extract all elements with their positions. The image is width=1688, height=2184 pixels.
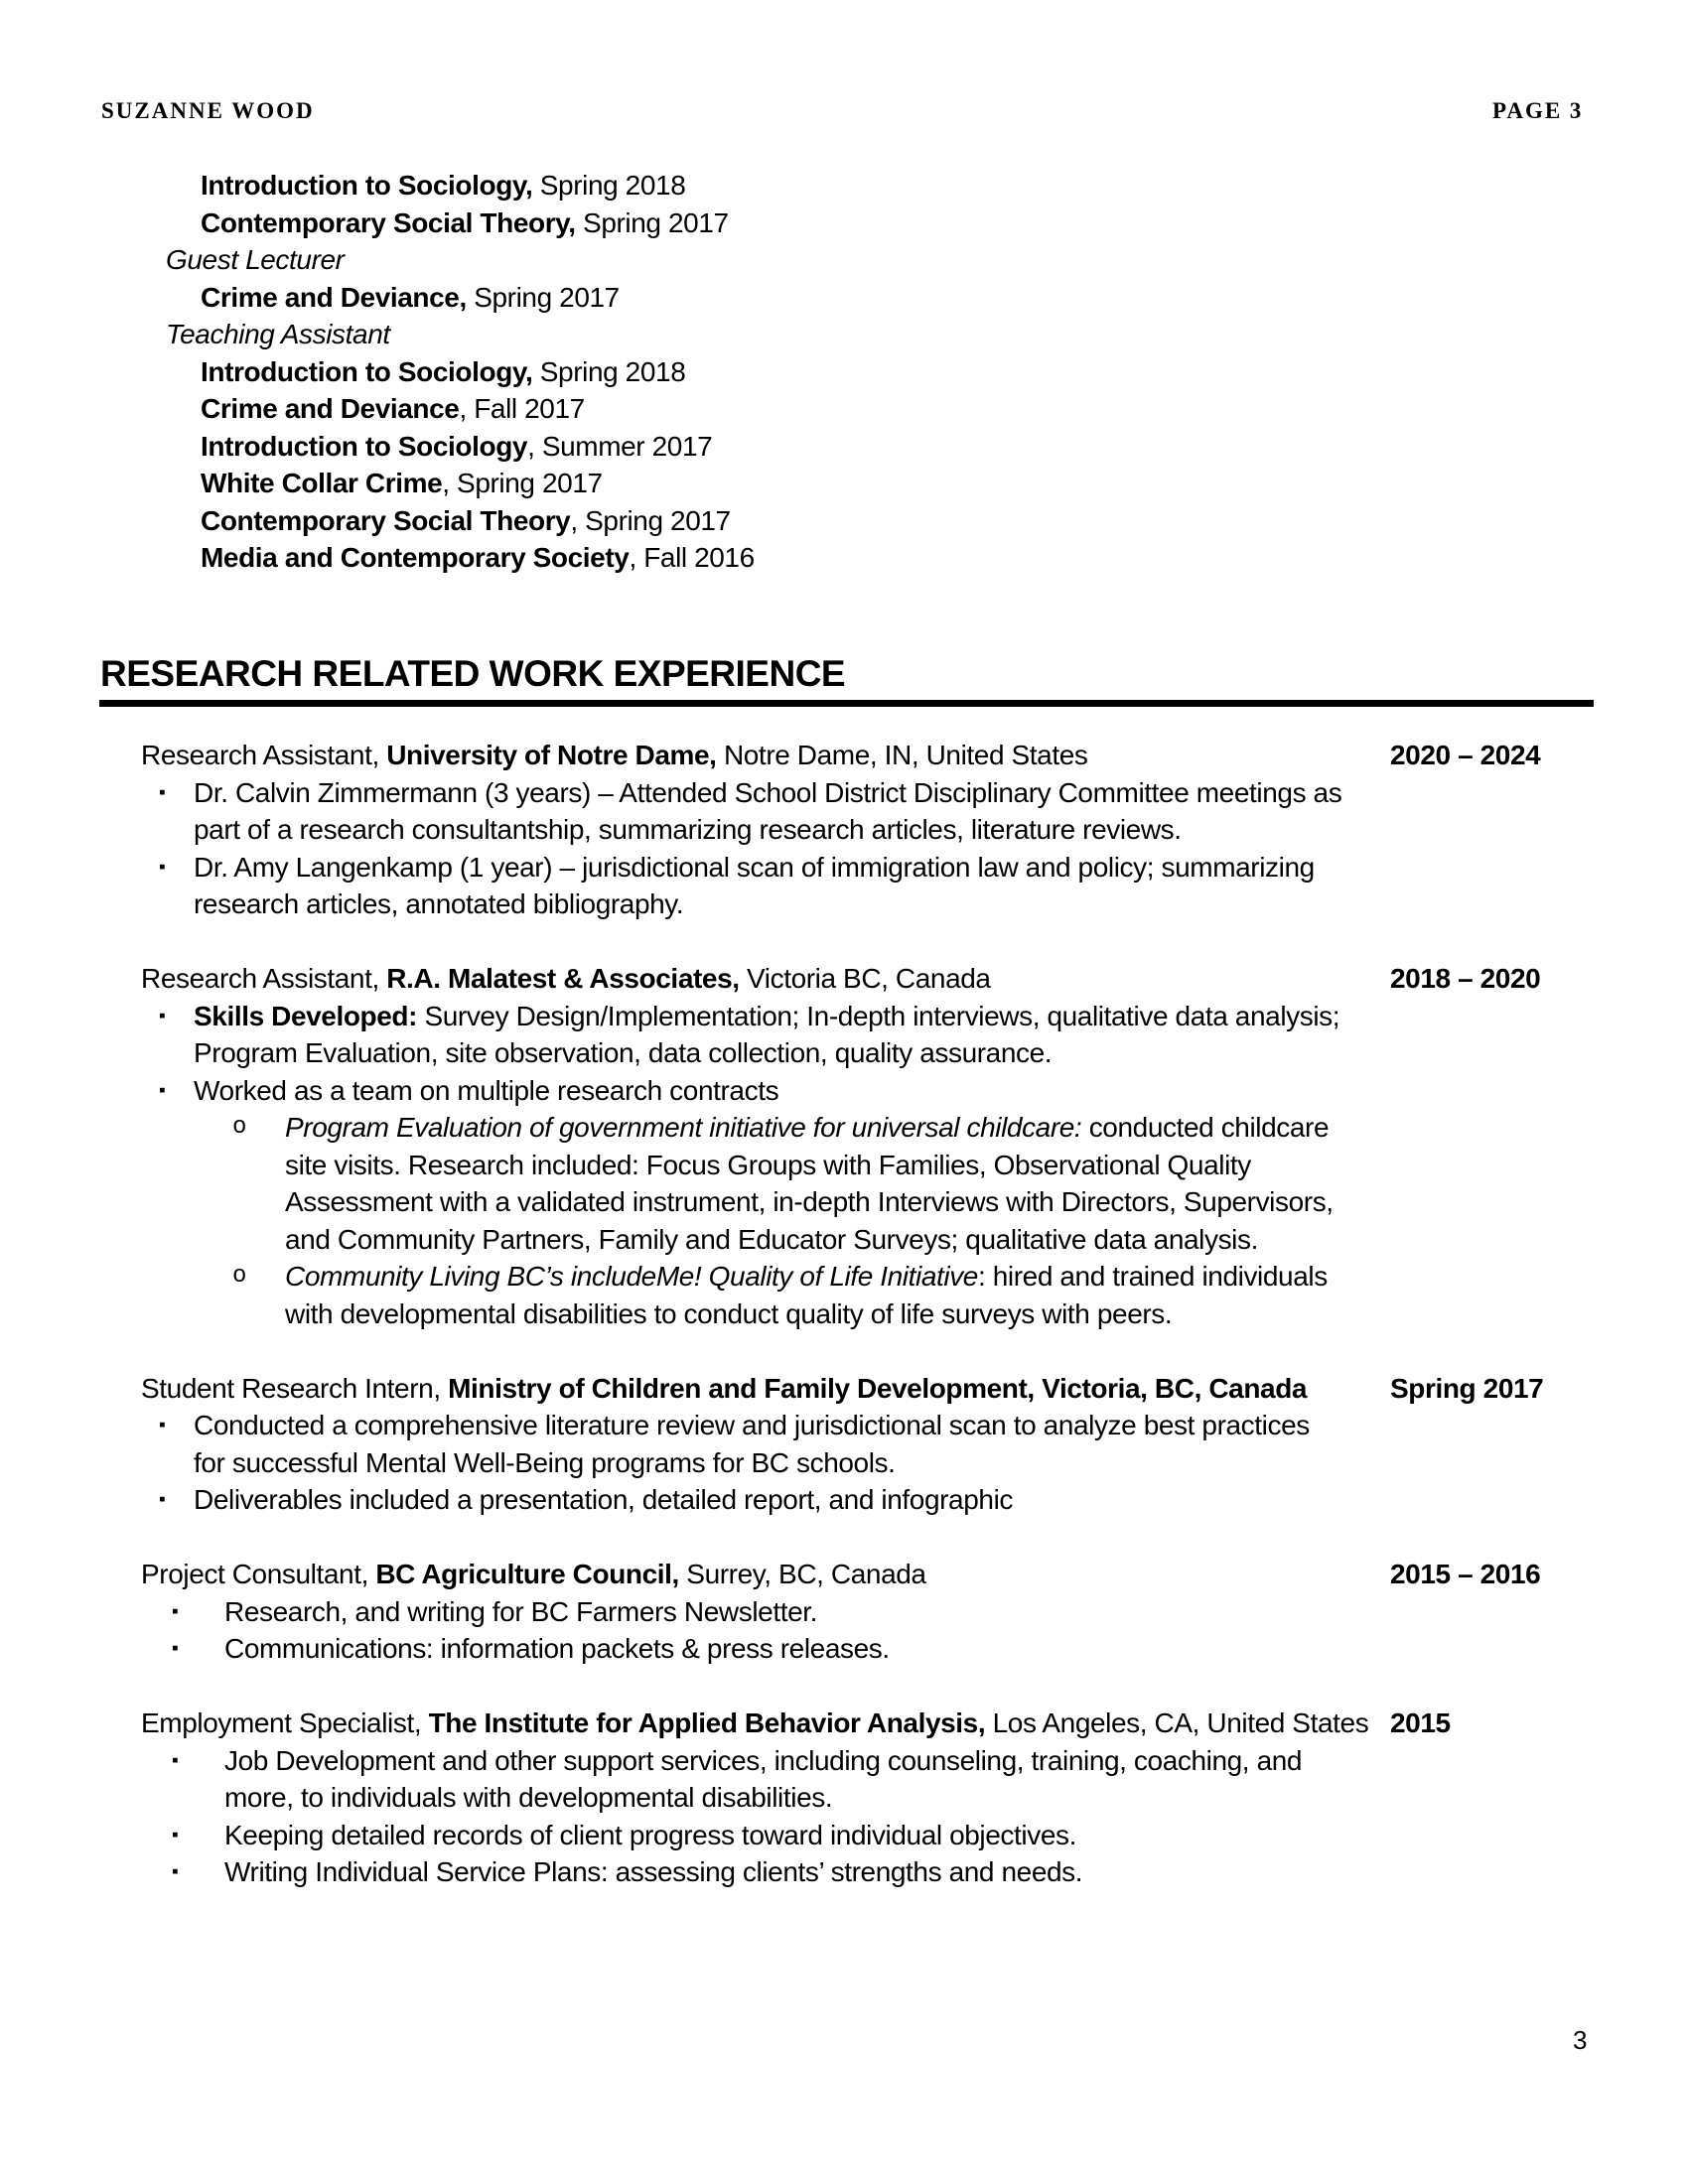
bullet-text-line (0, 1183, 1688, 1221)
teaching-course-line (0, 465, 1688, 502)
bullet-marker: ▪ (172, 1824, 179, 1845)
bullet-marker: ▪ (172, 1749, 179, 1771)
entry-date: 2015 – 2016 (1390, 1559, 1541, 1589)
text-run: Guest Lecturer (166, 244, 345, 275)
entry-title (0, 1556, 1688, 1593)
text-run: with developmental disabilities to conduct quality of life surveys with peers. (285, 1297, 1173, 1329)
text-run: Research Assistant, (141, 740, 387, 770)
bullet-text-line (0, 1630, 1688, 1668)
bullet-text-line (0, 1147, 1688, 1184)
bullet-text-line (0, 849, 1688, 887)
teaching-course-line (0, 502, 1688, 540)
bullet-item (0, 1817, 1688, 1854)
text-run: Deliverables included a presentation, detailed report, and infographic (194, 1484, 1013, 1515)
text-run: Worked as a team on multiple research contracts (194, 1074, 779, 1106)
text-run: Introduction to Sociology, (201, 355, 533, 387)
sub-bullet-marker: o (232, 1114, 247, 1141)
text-run: Writing Individual Service Plans: assessing clients’ strengths and needs. (224, 1856, 1083, 1887)
experience-entry (0, 1705, 1688, 1891)
teaching-course-line (0, 279, 1688, 317)
bullet-marker: ▪ (172, 1638, 179, 1659)
bullet-text-line (0, 998, 1688, 1035)
text-run: Spring 2017 (575, 206, 729, 238)
text-run: part of a research consultantship, summarizing research articles, literature reviews. (194, 814, 1182, 845)
teaching-role-line (0, 241, 1688, 279)
bullet-text-line (0, 1444, 1688, 1482)
bullet-text-line (0, 774, 1688, 812)
teaching-course-line (0, 539, 1688, 577)
text-run: Teaching Assistant (166, 319, 390, 349)
text-run: Survey Design/Implementation; In-depth interviews, qualitative data analysis; (417, 1000, 1340, 1031)
bullet-text-line (0, 1109, 1688, 1147)
bullet-marker: ▪ (159, 1079, 166, 1101)
document-header-page-label: PAGE 3 (1492, 98, 1584, 123)
entry-title (0, 960, 1688, 998)
text-run: Victoria BC, Canada (739, 963, 991, 994)
text-run: Communications: information packets & press releases. (224, 1633, 890, 1664)
text-run: Keeping detailed records of client progress toward individual objectives. (224, 1819, 1076, 1850)
text-run: University of Notre Dame, (386, 740, 717, 770)
text-run: Introduction to Sociology, (201, 170, 533, 201)
text-run: Research Assistant, (141, 963, 387, 994)
bullet-item (0, 1481, 1688, 1519)
entry-title (0, 1705, 1688, 1742)
teaching-courses-list (0, 167, 1688, 577)
bullet-marker: ▪ (172, 1600, 179, 1622)
text-run: Spring 2017 (466, 281, 620, 313)
text-run: Spring 2018 (532, 170, 686, 201)
entry-title (0, 737, 1688, 774)
experience-entry (0, 737, 1688, 923)
work-experience-entries (0, 737, 1688, 1928)
bullet-marker: ▪ (172, 1861, 179, 1882)
text-run: Assessment with a validated instrument, in-depth Interviews with Directors, Supervisors, (285, 1186, 1334, 1217)
bullet-text-line (0, 1481, 1688, 1519)
text-run: BC Agriculture Council, (375, 1559, 679, 1589)
text-run: Dr. Amy Langenkamp (1 year) – jurisdictional scan of immigration law and policy; summarizing (194, 851, 1315, 883)
teaching-course-line (0, 428, 1688, 466)
text-run: R.A. Malatest & Associates, (386, 963, 740, 994)
teaching-course-line (0, 205, 1688, 242)
entry-date: 2015 (1390, 1707, 1451, 1738)
footer-page-number: 3 (1573, 2025, 1588, 2055)
text-run: Student Research Intern, (141, 1372, 449, 1404)
bullet-text-line (0, 1593, 1688, 1631)
text-run: Crime and Deviance (201, 393, 460, 424)
bullet-item (0, 1593, 1688, 1631)
entry-date: 2020 – 2024 (1390, 740, 1541, 770)
teaching-course-line (0, 390, 1688, 428)
bullet-item (0, 1742, 1688, 1817)
sub-bullet-item (0, 1109, 1688, 1258)
bullet-marker: ▪ (159, 781, 166, 803)
bullet-text-line (0, 1742, 1688, 1780)
bullet-text-line (0, 1034, 1688, 1072)
bullet-item (0, 998, 1688, 1072)
text-run: conducted childcare (1081, 1112, 1330, 1143)
bullet-text-line (0, 1817, 1688, 1854)
bullet-text-line (0, 1296, 1688, 1333)
teaching-course-line (0, 167, 1688, 205)
text-run: Los Angeles, CA, United States (985, 1707, 1369, 1738)
bullet-marker: ▪ (159, 1005, 166, 1026)
bullet-text-line (0, 886, 1688, 923)
bullet-marker: ▪ (159, 1489, 166, 1510)
section-heading: RESEARCH RELATED WORK EXPERIENCE (100, 653, 846, 694)
bullet-text-line (0, 1779, 1688, 1817)
sub-bullet-marker: o (232, 1263, 247, 1290)
bullet-text-line (0, 1072, 1688, 1110)
text-run: Spring 2018 (532, 355, 686, 387)
text-run: , Fall 2016 (629, 542, 755, 573)
experience-entry (0, 1556, 1688, 1668)
text-run: Conducted a comprehensive literature review and jurisdictional scan to analyze best practices (194, 1410, 1310, 1440)
bullet-item (0, 1407, 1688, 1481)
bullet-text-line (0, 1407, 1688, 1444)
bullet-marker: ▪ (159, 1415, 166, 1435)
text-run: Job Development and other support services, including counseling, training, coaching, and (224, 1744, 1303, 1776)
entry-date: 2018 – 2020 (1390, 963, 1541, 994)
text-run: Project Consultant, (141, 1559, 376, 1589)
text-run: Notre Dame, IN, United States (716, 740, 1088, 770)
text-run: Employment Specialist, (141, 1707, 429, 1738)
bullet-text-line (0, 1853, 1688, 1891)
text-run: Contemporary Social Theory, (201, 206, 576, 238)
sub-bullet-item (0, 1258, 1688, 1332)
text-run: Media and Contemporary Society (201, 542, 630, 573)
bullet-text-line (0, 1258, 1688, 1296)
text-run: more, to individuals with developmental disabilities. (224, 1782, 833, 1813)
text-run: Contemporary Social Theory (201, 504, 571, 536)
teaching-course-line (0, 353, 1688, 391)
entry-date: Spring 2017 (1390, 1372, 1544, 1404)
bullet-item (0, 1630, 1688, 1668)
text-run: Introduction to Sociology (201, 430, 528, 462)
bullet-item (0, 1072, 1688, 1110)
text-run: White Collar Crime (201, 468, 443, 498)
experience-entry (0, 960, 1688, 1332)
text-run: Surrey, BC, Canada (678, 1559, 926, 1589)
text-run: Skills Developed: (194, 1000, 418, 1031)
text-run: , Spring 2017 (570, 504, 731, 536)
text-run: The Institute for Applied Behavior Analysis, (428, 1707, 986, 1738)
text-run: Community Living BC’s includeMe! Quality of Life Initiative (285, 1261, 978, 1292)
text-run: Crime and Deviance, (201, 281, 467, 313)
teaching-role-line (0, 316, 1688, 353)
bullet-text-line (0, 1221, 1688, 1259)
text-run: for successful Mental Well-Being programs for BC schools. (194, 1446, 896, 1478)
bullet-text-line (0, 811, 1688, 849)
bullet-item (0, 849, 1688, 923)
text-run: , Fall 2017 (459, 393, 585, 424)
text-run: , Spring 2017 (442, 468, 603, 498)
document-header-name: SUZANNE WOOD (101, 98, 315, 123)
bullet-marker: ▪ (159, 856, 166, 878)
text-run: : hired and trained individuals (977, 1261, 1328, 1292)
text-run: Research, and writing for BC Farmers Newsletter. (224, 1595, 818, 1627)
experience-entry (0, 1370, 1688, 1519)
text-run: site visits. Research included: Focus Groups with Families, Observational Quality (285, 1149, 1251, 1180)
text-run: Program Evaluation, site observation, data collection, quality assurance. (194, 1037, 1053, 1068)
text-run: Dr. Calvin Zimmermann (3 years) – Attended School District Disciplinary Committee meetings as (194, 776, 1342, 808)
text-run: research articles, annotated bibliography. (194, 888, 684, 919)
bullet-item (0, 1853, 1688, 1891)
text-run: , Summer 2017 (527, 430, 713, 462)
entry-title (0, 1370, 1688, 1408)
section-divider-rule (99, 700, 1594, 707)
bullet-item (0, 774, 1688, 849)
text-run: Program Evaluation of government initiative for universal childcare: (285, 1112, 1082, 1143)
text-run: Ministry of Children and Family Development, Victoria, BC, Canada (448, 1372, 1308, 1404)
text-run: and Community Partners, Family and Educator Surveys; qualitative data analysis. (285, 1223, 1258, 1255)
